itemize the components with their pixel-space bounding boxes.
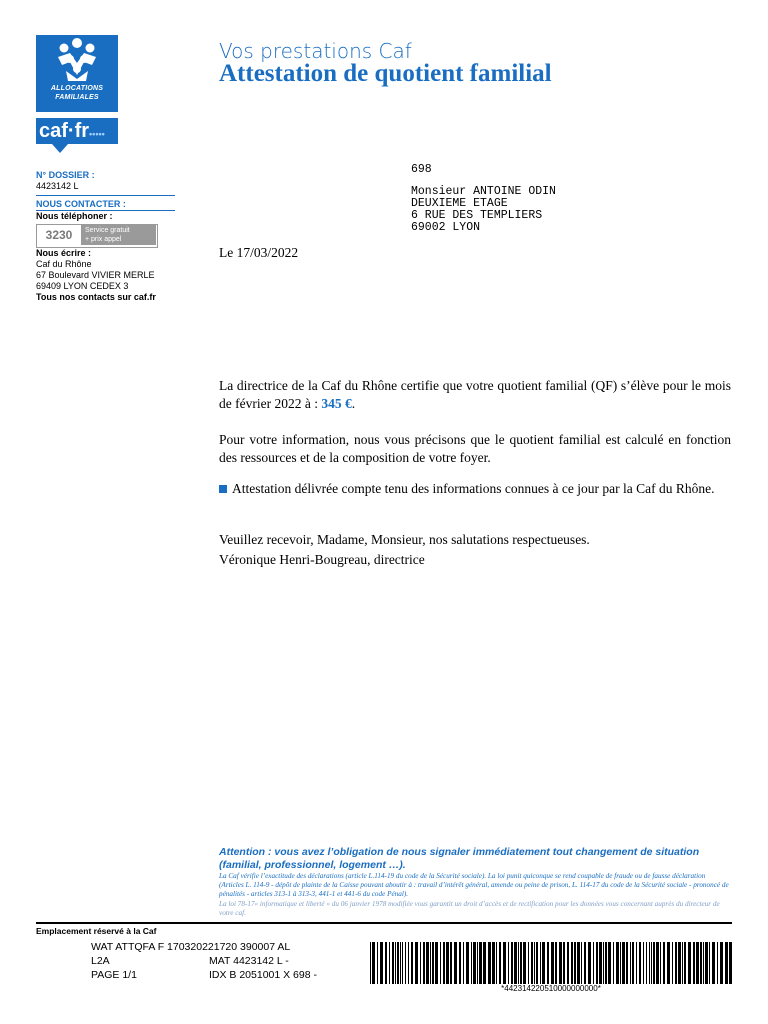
attention-notice: Attention : vous avez l’obligation de nous signaler immédiatement tout changement de situation (familial, professionnel, logement …).: [219, 846, 700, 871]
tracking-code: MAT 4423142 L -: [209, 955, 289, 967]
signature-line: Véronique Henri-Bougreau, directrice: [219, 552, 425, 567]
phone-number[interactable]: 3230: [37, 225, 81, 245]
qf-paragraph: La directrice de la Caf du Rhône certifie que votre quotient familial (QF) s’élève pour le mois de février 2022 à : 345 €.: [219, 378, 731, 411]
recipient-line: 6 RUE DES TEMPLIERS: [411, 209, 543, 222]
contact-heading: NOUS CONTACTER :: [36, 199, 126, 209]
bullet-square-icon: [219, 485, 227, 493]
postal-address-line: Caf du Rhône: [36, 259, 92, 269]
dossier-label: N° DOSSIER :: [36, 170, 95, 180]
tracking-code: IDX B 2051001 X 698 -: [209, 969, 317, 981]
contacts-link[interactable]: Tous nos contacts sur caf.fr: [36, 292, 156, 302]
write-label: Nous écrire :: [36, 248, 92, 258]
info-paragraph: Pour votre information, nous vous précisons que le quotient familial est calculé en fonction des ressources et de la composition de votre foyer.: [219, 432, 731, 465]
legal-notice: La Caf vérifie l’exactitude des déclarations (article L.114-19 du code de la Sécurité sociale). La loi punit quiconque se rend coupable de fraude ou de fausse déclaration (Articles L. 114-9 - dépôt de plainte de la Caisse pouvant aboutir à : travail d’intérêt général, amende ou peine de prison, L. 114-17 du code de la Sécurité sociale - prononcé de pénalités - articles 313-1 à 313-3, 441-1 et 441-6 du code Pénal).: [219, 872, 729, 899]
caf-fr-pointer: [52, 144, 68, 153]
recipient-line: Monsieur ANTOINE ODIN: [411, 185, 556, 198]
caf-fr-logo: caf·fr•••••: [36, 118, 118, 144]
qf-amount: 345 €: [321, 396, 352, 411]
attestation-paragraph: Attestation délivrée compte tenu des informations connues à ce jour par la Caf du Rhône.: [219, 480, 731, 498]
barcode: [370, 942, 732, 984]
caf-logo-text: ALLOCATIONS FAMILIALES: [50, 85, 104, 101]
recipient-ref: 698: [411, 163, 432, 176]
barcode-text: *442314220510000000000*: [501, 984, 601, 993]
page-title: Attestation de quotient familial: [219, 60, 552, 87]
phone-note: Service gratuit + prix appel: [81, 225, 156, 245]
closing-line: Veuillez recevoir, Madame, Monsieur, nos salutations respectueuses.: [219, 532, 590, 547]
footer-divider: [36, 922, 732, 924]
page-subtitle: Vos prestations Caf: [219, 39, 412, 63]
dossier-value: 4423142 L: [36, 181, 79, 191]
postal-address-line: 69409 LYON CEDEX 3: [36, 281, 129, 291]
page-indicator: PAGE 1/1: [91, 969, 137, 981]
family-icon: [36, 35, 118, 85]
tracking-code: WAT ATTQFA F 170320221720 390007 AL: [91, 941, 291, 953]
reserved-area-label: Emplacement réservé à la Caf: [36, 926, 157, 936]
tracking-code: L2A: [91, 955, 110, 967]
phone-label: Nous téléphoner :: [36, 211, 113, 221]
recipient-line: DEUXIEME ETAGE: [411, 197, 508, 210]
letter-date: Le 17/03/2022: [219, 245, 299, 260]
privacy-notice: La loi 78-17« informatique et liberté » du 06 janvier 1978 modifiée vous garantit un droit d’accès et de rectification pour les données vous concernant auprès du directeur de votre caf.: [219, 900, 720, 918]
divider: [36, 195, 175, 196]
postal-address-line: 67 Boulevard VIVIER MERLE: [36, 270, 155, 280]
recipient-line: 69002 LYON: [411, 221, 481, 234]
